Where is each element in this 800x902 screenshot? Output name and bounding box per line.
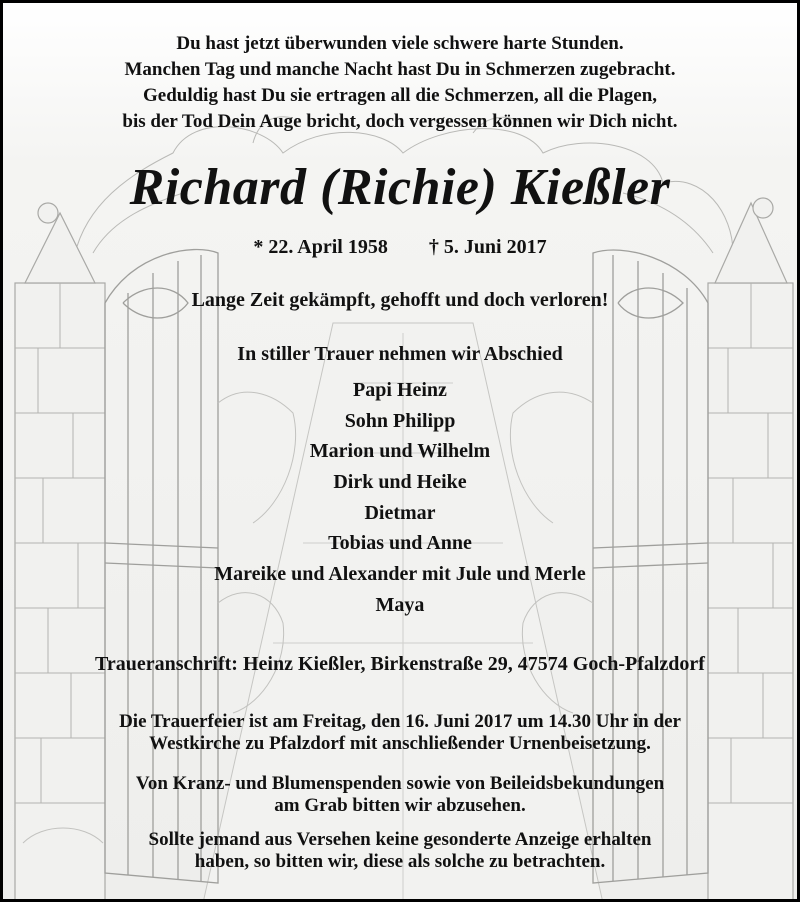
notice-line: Die Trauerfeier ist am Freitag, den 16. Juni 2017 um 14.30 Uhr in der [119, 711, 681, 732]
poem-line: Geduldig hast Du sie ertragen all die Schmerzen, all die Plagen, [142, 85, 658, 106]
birth-date: * 22. April 1958 [253, 236, 388, 258]
mourner-entry: Marion und Wilhelm [309, 440, 491, 463]
mourner-entry: Maya [375, 593, 425, 616]
poem-line: Manchen Tag und manche Nacht hast Du in Schmerzen zugebracht. [124, 59, 676, 80]
mourners-list [3, 375, 797, 621]
notice-line: Sollte jemand aus Versehen keine gesonderte Anzeige erhalten [148, 829, 652, 850]
notice-line: am Grab bitten wir abzusehen. [274, 795, 526, 816]
mourning-heading: In stiller Trauer nehmen wir Abschied [237, 343, 563, 365]
motto: Lange Zeit gekämpft, gehofft und doch verloren! [191, 289, 609, 311]
flowers-notice [3, 773, 797, 817]
mourner-entry: Papi Heinz [353, 379, 447, 401]
obituary-text [3, 3, 797, 899]
notice-line: Westkirche zu Pfalzdorf mit anschließender Urnenbeisetzung. [149, 733, 651, 754]
poem-line: bis der Tod Dein Auge bricht, doch vergessen können wir Dich nicht. [122, 111, 678, 132]
notice-line: haben, so bitten wir, diese als solche zu betrachten. [194, 851, 606, 872]
announcement-notice [3, 829, 797, 873]
mourner-entry: Dirk und Heike [333, 471, 467, 494]
mourner-entry: Sohn Philipp [344, 409, 456, 432]
life-dates [3, 235, 797, 259]
deceased-name: Richard (Richie) Kießler [129, 159, 671, 216]
poem-line: Du hast jetzt überwunden viele schwere harte Stunden. [176, 33, 624, 54]
notice-line: Von Kranz- und Blumenspenden sowie von Beileidsbekundungen [135, 773, 665, 794]
mourning-address: Traueranschrift: Heinz Kießler, Birkenstraße 29, 47574 Goch-Pfalzdorf [95, 653, 705, 675]
death-date: † 5. Juni 2017 [428, 236, 547, 258]
funeral-notice [3, 711, 797, 755]
mourner-entry: Mareike und Alexander mit Jule und Merle [214, 563, 586, 586]
mourner-entry: Tobias und Anne [328, 532, 472, 555]
mourner-entry: Dietmar [364, 501, 436, 524]
poem [3, 31, 797, 135]
